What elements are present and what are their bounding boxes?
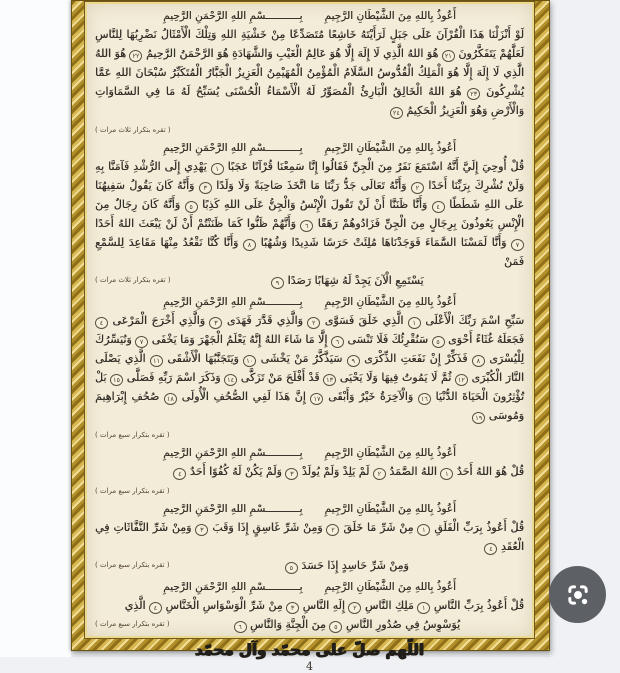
aya-number-marker: ١١ [150,355,163,367]
aya-number-marker: ١٢ [455,374,468,386]
surah-last-line: يُوَسْوِسُ فِي صُدُورِ النَّاسِ ٥ مِنَ الْجِنَّةِ وَالنَّاسِ ٦ [170,615,524,634]
surah-section-6 [95,581,524,634]
aya-number-marker: ١٨ [164,393,177,405]
aya-number-marker: ٢٤ [390,107,403,119]
aya-number-marker: ٣ [199,182,212,194]
aya-number-marker: ٣ [195,524,208,536]
surah-section-5 [95,503,524,575]
section-header [95,296,524,308]
aya-number-marker: ١٣ [323,374,336,386]
repeat-note: ( تقره بتكرار سبع مرات ) [95,620,170,628]
surah-body-text: قُلْ أَعُوذُ بِرَبِّ النَّاسِ ١ مَلِكِ النَّاسِ ٢ إِلَهِ النَّاسِ ٣ مِنْ شَرِّ الْوَسْوَاسِ الْخَنَّاسِ ٤ الَّذِي [124,599,524,612]
repeat-note: ( تقره بتكرار سبع مرات ) [95,487,170,495]
aya-number-marker: ١٠ [243,355,256,367]
aya-number-marker: ٨ [243,239,256,251]
taawwudh-text: أَعُوذُ بِاللهِ مِنَ الشَّيْطَانِ الرَّجِيمِ [324,142,456,154]
viewer-left-margin [0,0,71,657]
aya-number-marker: ٥ [185,201,198,213]
sections [95,10,524,634]
taawwudh-text: أَعُوذُ بِاللهِ مِنَ الشَّيْطَانِ الرَّجِيمِ [324,503,456,515]
aya-number-marker: ٢ [326,524,339,536]
surah-last-line: وَمِنْ شَرِّ حَاسِدٍ إِذَا حَسَدَ ٥ [170,556,524,575]
section-header [95,10,524,22]
aya-number-marker: ١٧ [310,393,323,405]
aya-number-marker: ٢٢ [129,50,142,62]
aya-number-marker: ١ [211,163,224,175]
surah-last-line: يَسْتَمِعِ الْآنَ يَجِدْ لَهُ شِهَابًا رَصَدًا ٩ [171,271,524,290]
aya-number-marker: ٢ [348,602,361,614]
taawwudh-text: أَعُوذُ بِاللهِ مِنَ الشَّيْطَانِ الرَّجِيمِ [324,296,456,308]
basmala-calligraphy: بِـــــــــــسْمِ اللهِ الرَّحْمَنِ الرَّحِيمِ [163,447,303,459]
aya-number-marker: ٤ [149,602,162,614]
taawwudh-text: أَعُوذُ بِاللهِ مِنَ الشَّيْطَانِ الرَّجِيمِ [324,10,456,22]
surah-section-2 [95,142,524,290]
surah-section-1 [95,10,524,136]
aya-number-marker: ٩ [271,277,284,289]
aya-number-marker: ١٥ [110,374,123,386]
repeat-note-row [95,482,524,497]
basmala-calligraphy: بِـــــــــــسْمِ اللهِ الرَّحْمَنِ الرَّحِيمِ [163,503,303,515]
surah-body-text: قُلْ أَعُوذُ بِرَبِّ الْفَلَقِ ١ مِنْ شَرِّ مَا خَلَقَ ٢ وَمِنْ شَرِّ غَاسِقٍ إِذَا وَقَبَ ٣ وَمِنْ شَرِّ النَّفَّاثَاتِ فِي الْعُقَدِ ٤ [95,521,525,553]
aya-number-marker: ١ [417,602,430,614]
surah-body-text: قُلْ أُوحِيَ إِلَيَّ أَنَّهُ اسْتَمَعَ نَفَرٌ مِنَ الْجِنِّ فَقَالُوا إِنَّا سَمِعْنَا قُرْآنًا عَجَبًا ١ يَهْدِي إِلَى الرُّشْدِ فَآمَنَّا بِهِ وَلَنْ نُشْرِكَ بِرَبِّنَا أَحَدًا ٢ وَأَنَّهُ تَعَالَى جَدُّ رَبِّنَا مَا اتَّخَذَ صَاحِبَةً وَلَا وَلَدًا ٣ وَأَنَّهُ كَانَ يَقُولُ سَفِيهُنَا عَلَى اللهِ شَطَطًا ٤ وَأَنَّا ظَنَنَّا أَنْ لَنْ تَقُولَ الْإِنْسُ وَالْجِنُّ عَلَى اللهِ كَذِبًا ٥ وَأَنَّهُ كَانَ رِجَالٌ مِنَ الْإِنْسِ يَعُوذُونَ بِرِجَالٍ مِنَ الْجِنِّ فَزَادُوهُمْ رَهَقًا ٦ وَأَنَّهُمْ ظَنُّوا كَمَا ظَنَنْتُمْ أَنْ لَنْ يَبْعَثَ اللهُ أَحَدًا ٧ وَأَنَّا لَمَسْنَا السَّمَاءَ فَوَجَدْنَاهَا مُلِئَتْ حَرَسًا شَدِيدًا وَشُهُبًا ٨ وَأَنَّا كُنَّا نَقْعُدُ مِنْهَا مَقَاعِدَ لِلسَّمْعِ فَمَنْ [95,160,524,268]
aya-number-marker: ١ [408,317,421,329]
repeat-note: ( تقره بتكرار ثلاث مرات ) [95,126,171,134]
aya-number-marker: ٥ [432,336,445,348]
repeat-note: ( تقره بتكرار ثلاث مرات ) [95,276,171,284]
last-line-row [95,271,524,290]
surah-body-text: سَبِّحِ اسْمَ رَبِّكَ الْأَعْلَى ١ الَّذِي خَلَقَ فَسَوَّى ٢ وَالَّذِي قَدَّرَ فَهَدَى ٣ وَالَّذِي أَخْرَجَ الْمَرْعَى ٤ فَجَعَلَهُ غُثَاءً أَحْوَى ٥ سَنُقْرِئُكَ فَلَا تَنْسَى ٦ إِلَّا مَا شَاءَ اللهُ إِنَّهُ يَعْلَمُ الْجَهْرَ وَمَا يَخْفَى ٧ وَنُيَسِّرُكَ لِلْيُسْرَى ٨ فَذَكِّرْ إِنْ نَفَعَتِ الذِّكْرَى ٩ سَيَذَّكَّرُ مَنْ يَخْشَى ١٠ وَيَتَجَنَّبُهَا الْأَشْقَى ١١ الَّذِي يَصْلَى النَّارَ الْكُبْرَى ١٢ ثُمَّ لَا يَمُوتُ فِيهَا وَلَا يَحْيَى ١٣ قَدْ أَفْلَحَ مَنْ تَزَكَّى ١٤ وَذَكَرَ اسْمَ رَبِّهِ فَصَلَّى ١٥ بَلْ تُؤْثِرُونَ الْحَيَاةَ الدُّنْيَا ١٦ وَالْآخِرَةُ خَيْرٌ وَأَبْقَى ١٧ إِنَّ هَذَا لَفِي الصُّحُفِ الْأُولَى ١٨ صُحُفِ إِبْرَاهِيمَ وَمُوسَى ١٩ [95,314,525,422]
surah-section-3 [95,296,524,441]
aya-number-marker: ٢٣ [467,88,480,100]
surah-section-4 [95,447,524,497]
aya-number-marker: ٢ [411,182,424,194]
paper-page [84,1,535,673]
aya-number-marker: ٤ [95,317,108,329]
last-line-row [95,615,524,634]
basmala-calligraphy: بِـــــــــــسْمِ اللهِ الرَّحْمَنِ الرَّحِيمِ [163,296,303,308]
basmala-calligraphy: بِـــــــــــسْمِ اللهِ الرَّحْمَنِ الرَّحِيمِ [163,581,303,593]
aya-number-marker: ١٩ [472,412,485,424]
section-header [95,447,524,459]
aya-number-marker: ٤ [432,201,445,213]
page-footer [95,640,524,673]
book-page-photo [71,0,550,673]
repeat-note-row [95,426,524,441]
repeat-note: ( تقره بتكرار سبع مرات ) [95,431,170,439]
aya-number-marker: ٦ [300,220,313,232]
aya-number-marker: ٢١ [442,50,455,62]
aya-number-marker: ٨ [472,355,485,367]
last-line-row [95,556,524,575]
surah-body-text: لَوْ أَنْزَلْنَا هَذَا الْقُرْآنَ عَلَى جَبَلٍ لَرَأَيْتَهُ خَاشِعًا مُتَصَدِّعًا مِنْ خَشْيَةِ اللهِ وَتِلْكَ الْأَمْثَالُ نَضْرِبُهَا لِلنَّاسِ لَعَلَّهُمْ يَتَفَكَّرُونَ ٢١ هُوَ اللهُ الَّذِي لَا إِلَهَ إِلَّا هُوَ عَالِمُ الْغَيْبِ وَالشَّهَادَةِ هُوَ الرَّحْمَنُ الرَّحِيمُ ٢٢ هُوَ اللهُ الَّذِي لَا إِلَهَ إِلَّا هُوَ الْمَلِكُ الْقُدُّوسُ السَّلَامُ الْمُؤْمِنُ الْمُهَيْمِنُ الْعَزِيزُ الْجَبَّارُ الْمُتَكَبِّرُ سُبْحَانَ اللهِ عَمَّا يُشْرِكُونَ ٢٣ هُوَ اللهُ الْخَالِقُ الْبَارِئُ الْمُصَوِّرُ لَهُ الْأَسْمَاءُ الْحُسْنَى يُسَبِّحُ لَهُ مَا فِي السَّمَاوَاتِ وَالْأَرْضِ وَهُوَ الْعَزِيزُ الْحَكِيمُ ٢٤ [95,28,525,117]
section-header [95,142,524,154]
aya-number-marker: ٧ [135,336,148,348]
google-lens-icon [564,581,592,609]
aya-number-marker: ٧ [511,239,524,251]
aya-number-marker: ٥ [285,562,298,574]
aya-number-marker: ١٤ [224,374,237,386]
aya-number-marker: ٦ [234,621,247,633]
aya-number-marker: ٢ [373,468,386,480]
google-lens-button[interactable] [549,566,606,623]
section-header [95,503,524,515]
aya-number-marker: ٤ [173,468,186,480]
aya-number-marker: ٣ [286,602,299,614]
aya-number-marker: ٢ [307,317,320,329]
aya-number-marker: ١ [440,468,453,480]
salawat-calligraphy: اللّهم صلّ على محمّد وآل محمّد [194,640,425,660]
basmala-calligraphy: بِـــــــــــسْمِ اللهِ الرَّحْمَنِ الرَّحِيمِ [163,10,303,22]
aya-number-marker: ٩ [347,355,360,367]
aya-number-marker: ٣ [209,317,222,329]
page-number: 4 [306,660,313,673]
aya-number-marker: ٣ [285,468,298,480]
repeat-note: ( تقره بتكرار سبع مرات ) [95,561,170,569]
section-header [95,581,524,593]
surah-body-text: قُلْ هُوَ اللهُ أَحَدٌ ١ اللهُ الصَّمَدُ ٢ لَمْ يَلِدْ وَلَمْ يُولَدْ ٣ وَلَمْ يَكُنْ لَهُ كُفُوًا أَحَدٌ ٤ [95,462,524,481]
aya-number-marker: ٥ [329,621,342,633]
aya-number-marker: ٤ [484,543,497,555]
aya-number-marker: ٦ [331,336,344,348]
basmala-calligraphy: بِـــــــــــسْمِ اللهِ الرَّحْمَنِ الرَّحِيمِ [163,142,303,154]
aya-number-marker: ١٦ [418,393,431,405]
taawwudh-text: أَعُوذُ بِاللهِ مِنَ الشَّيْطَانِ الرَّجِيمِ [324,447,456,459]
repeat-note-row [95,121,524,136]
viewer-right-margin [550,0,620,657]
aya-number-marker: ١ [417,524,430,536]
taawwudh-text: أَعُوذُ بِاللهِ مِنَ الشَّيْطَانِ الرَّجِيمِ [324,581,456,593]
